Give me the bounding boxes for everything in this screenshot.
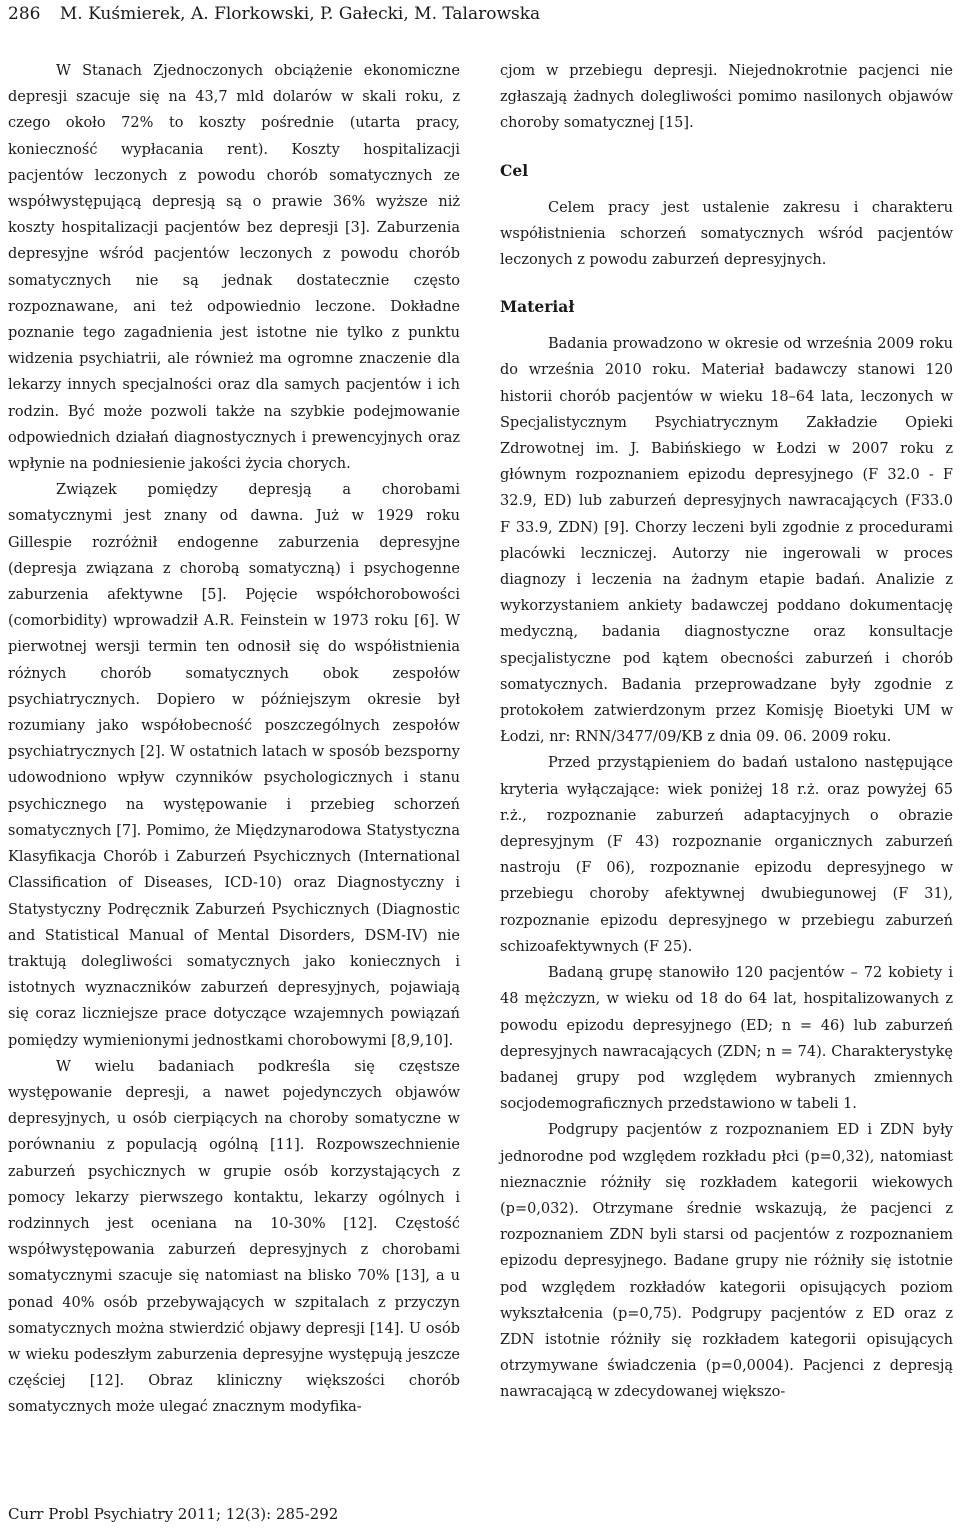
journal-citation: Curr Probl Psychiatry 2011; 12(3): 285-292 (8, 1505, 339, 1523)
body-paragraph: Przed przystąpieniem do badań ustalono następujące kryteria wyłączające: wiek poniżej 18 r.ż. oraz powyżej 65 r.ż., rozpoznanie zaburzeń adaptacyjnych o obrazie depresyjnym (F 43) rozpoznanie organicznych zaburzeń nastroju (F 06), rozpoznanie epizodu depresyjnego w przebiegu choroby afektywnej dwubiegunowej (F 31), rozpoznanie epizodu depresyjnego w przebiegu zaburzeń schizoafektywnych (F 25). (500, 755, 953, 955)
body-paragraph: W wielu badaniach podkreśla się częstsze występowanie depresji, a nawet pojedynczych objawów depresyjnych, u osób cierpiących na choroby somatyczne w porównaniu z populacją ogólną [11]. Rozpowszechnienie zaburzeń psychicznych w grupie osób korzystających z pomocy lekarzy pierwszego kontaktu, lekarzy ogólnych i rodzinnych jest oceniana na 10-30% [12]. Częstość współwystępowania zaburzeń depresyjnych z chorobami somatycznymi szacuje się natomiast na blisko 70% [13], a u ponad 40% osób przebywających w szpitalach z przyczyn somatycznych można stwierdzić objawy depresji [14]. U osób w wieku podeszłym zaburzenia depresyjne występują jeszcze częściej [12]. Obraz kliniczny większości chorób somatycznych może ulegać znacznym modyfika- (8, 1058, 460, 1416)
page-number: 286 (8, 4, 41, 24)
body-paragraph: Związek pomiędzy depresją a chorobami somatycznymi jest znany od dawna. Już w 1929 roku Gillespie rozróżnił endogenne zaburzenia depresyjne (depresja związana z chorobą somatyczną) i psychogenne zaburzenia afektywne [5]. Pojęcie współchorobowości (comorbidity) wprowadził A.R. Feinstein w 1973 roku [6]. W pierwotnej wersji termin ten odnosił się do współistnienia różnych chorób somatycznych obok zespołów psychiatrycznych. Dopiero w późniejszym okresie był rozumiany jako współobecność poszczególnych zespołów psychiatrycznych [2]. W ostatnich latach w sposób bezsporny udowodniono wpływ czynników psychologicznych i stanu psychicznego na występowanie i przebieg schorzeń somatycznych [7]. Pomimo, że Międzynarodowa Statystyczna Klasyfikacja Chorób i Zaburzeń Psychicznych (International Classification of Diseases, ICD-10) oraz Diagnostyczny i Statystyczny Podręcznik Zaburzeń Psychicznych (Diagnostic and Statistical Manual of Mental Disorders, DSM-IV) nie traktują dolegliwości somatycznych jako koniecznych i istotnych wyznaczników zaburzeń depresyjnych, pojawiają się coraz liczniejsze prace dotyczące wzajemnych powiązań pomiędzy wymienionymi jednostkami chorobowymi [8,9,10]. (8, 482, 460, 1049)
left-column (8, 58, 460, 1421)
running-header (8, 0, 952, 32)
section-heading-material: Materiał (500, 297, 575, 317)
header-authors: M. Kuśmierek, A. Florkowski, P. Gałecki, M. Talarowska (59, 4, 541, 24)
continued-paragraph: cjom w przebiegu depresji. Niejednokrotnie pacjenci nie zgłaszają żadnych dolegliwości pomimo nasilonych objawów choroby somatycznej [15]. (500, 63, 953, 132)
right-column (500, 58, 953, 1406)
body-paragraph: Podgrupy pacjentów z rozpoznaniem ED i ZDN były jednorodne pod względem rozkładu płci (p=0,32), natomiast nieznacznie różniły się rozkładem kategorii wiekowych (p=0,032). Otrzymane średnie wskazują, że pacjenci z rozpoznaniem ZDN byli starsi od pacjentów z rozpoznaniem epizodu depresyjnego. Badane grupy nie różniły się istotnie pod względem rozkładów kategorii opisujących poziom wykształcenia (p=0,75). Podgrupy pacjentów z ED oraz z ZDN istotnie różniły się rozkładem kategorii opisujących otrzymywane świadczenia (p=0,0004). Pacjenci z depresją nawracającą w zdecydowanej większo- (500, 1122, 953, 1401)
body-paragraph: Badaną grupę stanowiło 120 pacjentów – 72 kobiety i 48 mężczyzn, w wieku od 18 do 64 lat, hospitalizowanych z powodu epizodu depresyjnego (ED; n = 46) lub zaburzeń depresyjnych nawracających (ZDN; n = 74). Charakterystykę badanej grupy pod względem wybranych zmiennych socjodemograficznych przedstawiono w tabeli 1. (500, 965, 953, 1113)
body-paragraph: Celem pracy jest ustalenie zakresu i charakteru współistnienia schorzeń somatycznych wśród pacjentów leczonych z powodu zaburzeń depresyjnych. (500, 199, 953, 269)
body-paragraph: W Stanach Zjednoczonych obciążenie ekonomiczne depresji szacuje się na 43,7 mld dolarów w skali roku, z czego około 72% to koszty pośrednie (utarta pracy, konieczność wypłacania rent). Koszty hospitalizacji pacjentów leczonych z powodu chorób somatycznych ze współwystępującą depresją są o prawie 36% wyższe niż koszty hospitalizacji pacjentów bez depresji [3]. Zaburzenia depresyjne wśród pacjentów leczonych z powodu chorób somatycznych nie są jednak dostatecznie często rozpoznawane, ani też odpowiednio leczone. Dokładne poznanie tego zagadnienia jest istotne nie tylko z punktu widzenia psychiatrii, ale również ma ogromne znaczenie dla lekarzy innych specjalności oraz dla samych pacjentów i ich rodzin. Być może pozwoli także na szybkie podejmowanie odpowiednich działań diagnostycznych i prewencyjnych oraz wpłynie na podniesienie jakości życia chorych. (8, 63, 460, 473)
body-paragraph: Badania prowadzono w okresie od września 2009 roku do września 2010 roku. Materiał badawczy stanowi 120 historii chorób pacjentów w wieku 18–64 lata, leczonych w Specjalistycznym Psychiatrycznym Zakładzie Opieki Zdrowotnej im. J. Babińskiego w Łodzi w 2007 roku z głównym rozpoznaniem epizodu depresyjnego (F 32.0 - F 32.9, ED) lub zaburzeń depresyjnych nawracających (F33.0 F 33.9, ZDN) [9]. Chorzy leczeni byli zgodnie z procedurami placówki leczniczej. Autorzy nie ingerowali w proces diagnozy i leczenia na żadnym etapie badań. Analizie z wykorzystaniem ankiety badawczej poddano dokumentację medyczną, badania diagnostyczne oraz konsultacje specjalistyczne pod kątem obecności zaburzeń i chorób somatycznych. Badania przeprowadzane były zgodnie z protokołem zatwierdzonym przez Komisję Bioetyki UM w Łodzi, nr: RNN/3477/09/KB z dnia 09. 06. 2009 roku. (500, 336, 953, 746)
section-heading-cel: Cel (500, 160, 529, 180)
